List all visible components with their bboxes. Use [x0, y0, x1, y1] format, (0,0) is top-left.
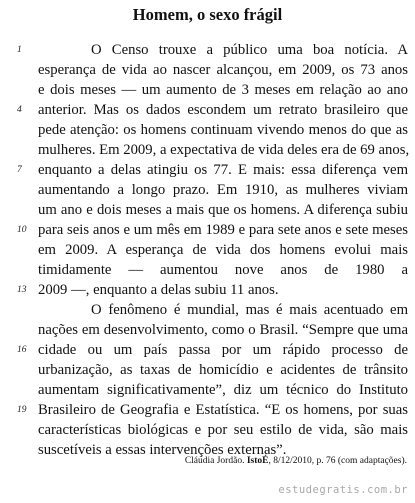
- line-number: 16: [17, 345, 27, 355]
- text-line: em 2009. A esperança de vida dos homens evolui mais: [38, 242, 408, 258]
- line-number: 1: [17, 45, 22, 55]
- line-number: 19: [17, 405, 27, 415]
- text-line: timidamente — aumentou nove anos de 1980 a: [38, 262, 408, 278]
- text-line: urbanização, as taxas de homicídio e acidentes de trânsito: [38, 362, 408, 378]
- text-line: O fenômeno é mundial, mas é mais acentuado em: [91, 302, 408, 318]
- text-line: aumentando a longo prazo. Em 1910, as mulheres viviam: [38, 182, 408, 198]
- source-publication: IstoÉ: [246, 456, 269, 466]
- text-line: anterior. Mas os dados escondem um retrato brasileiro que: [38, 102, 408, 118]
- line-number: 10: [17, 225, 27, 235]
- source-details: , 8/12/2010, p. 76 (com adaptações).: [268, 456, 407, 466]
- source-author: Cláudia Jordão.: [184, 456, 245, 466]
- text-line: aumentam significativamente”, diz um técnico do Instituto: [38, 382, 408, 398]
- site-watermark: estudegratis.com.br: [278, 484, 408, 496]
- text-line: cidade ou um país passa por um rápido processo de: [38, 342, 408, 358]
- line-number: 7: [17, 165, 22, 175]
- text-line: e dois meses — um aumento de 3 meses em relação ao ano: [38, 82, 408, 98]
- text-line: suscetíveis a essas intervenções externas”.: [38, 442, 287, 458]
- text-line: nações em desenvolvimento, como o Brasil. “Sempre que uma: [38, 322, 408, 338]
- text-line: para seis anos e um mês em 1989 e para sete anos e sete meses: [38, 222, 408, 238]
- source-citation: [185, 455, 407, 467]
- text-line: enquanto a delas atingiu os 77. E mais: essa diferença vem: [38, 162, 408, 178]
- article-title: Homem, o sexo frágil: [132, 5, 283, 24]
- text-line: Brasileiro de Geografia e Estatística. “E os homens, por suas: [38, 402, 408, 418]
- text-line: pede atenção: os homens continuam vivendo menos do que as: [38, 122, 408, 138]
- text-line: mulheres. Em 2009, a expectativa de vida deles era de 69 anos,: [38, 142, 410, 158]
- line-number: 13: [17, 285, 27, 295]
- text-line: O Censo trouxe a público uma boa notícia. A: [91, 42, 408, 58]
- text-line: características biológicas e por seu estilo de vida, são mais: [38, 422, 408, 438]
- text-line: 2009 —, enquanto a delas subiu 11 anos.: [38, 282, 279, 298]
- line-number: 4: [17, 105, 22, 115]
- text-line: um ano e dois meses a mais que os homens. A diferença subiu: [38, 202, 408, 218]
- text-line: esperança de vida ao nascer alcançou, em 2009, os 73 anos: [38, 62, 408, 78]
